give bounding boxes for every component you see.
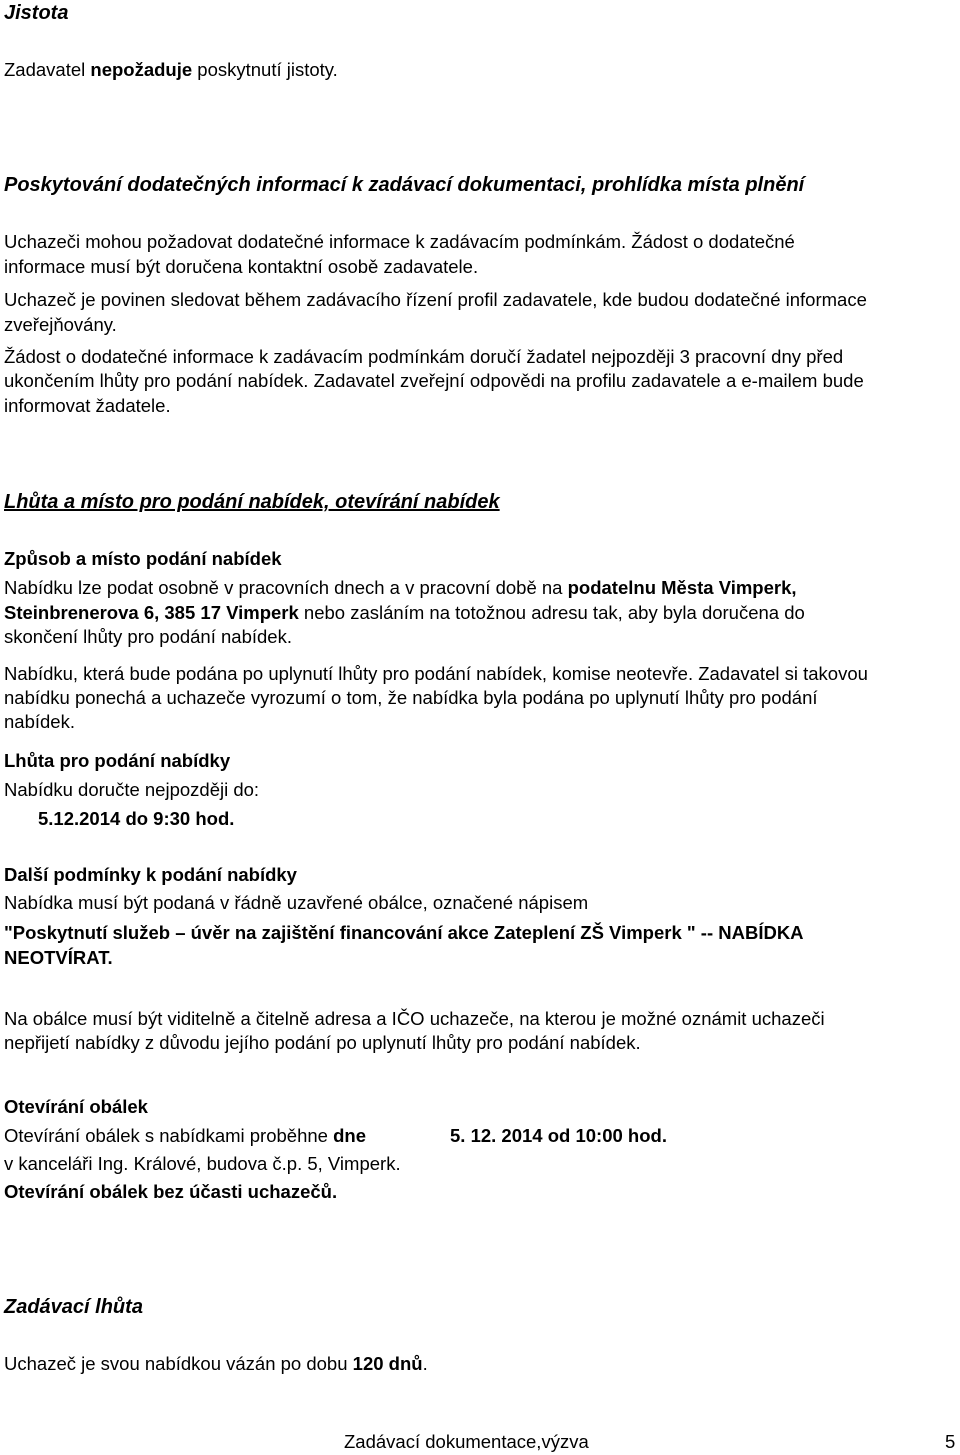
late-offer-line: nabídku ponechá a uchazeče vyrozumí o tom, že nabídka byla podána po uplynutí lhůty pro podání	[4, 687, 818, 708]
info-paragraph-line: Uchazeči mohou požadovat dodatečné informace k zadávacím podmínkám. Žádost o dodatečné	[4, 231, 795, 252]
footer-text: Zadávací dokumentace,výzva	[344, 1431, 589, 1452]
section-heading-lhuta-misto: Lhůta a místo pro podání nabídek, otevírání nabídek	[4, 491, 500, 513]
page-number: 5	[945, 1431, 956, 1452]
opening-line: v kanceláři Ing. Králové, budova č.p. 5, Vimperk.	[4, 1153, 401, 1174]
envelope-label-line: NEOTVÍRAT.	[4, 947, 113, 968]
opening-line: Otevírání obálek s nabídkami proběhne dne	[4, 1125, 366, 1146]
deadline-text: Nabídku doručte nejpozději do:	[4, 779, 260, 800]
envelope-address-line: nepřijetí nabídky z důvodu jejího podání po uplynutí lhůty pro podání nabídek.	[4, 1032, 641, 1053]
late-offer-line: nabídek.	[4, 711, 75, 732]
deadline-value: 5.12.2014 do 9:30 hod.	[38, 808, 235, 829]
late-offer-line: Nabídku, která bude podána po uplynutí lhůty pro podání nabídek, komise neotevře. Zadavatel si takovou	[4, 663, 868, 684]
envelope-label-line: "Poskytnutí služeb – úvěr na zajištění financování akce Zateplení ZŠ Vimperk " -- NABÍDKA	[4, 922, 804, 943]
info-paragraph-line: zveřejňovány.	[4, 314, 117, 335]
info-paragraph-line: informovat žadatele.	[4, 395, 171, 416]
subheading-deadline: Lhůta pro podání nabídky	[4, 750, 231, 771]
further-text: Nabídka musí být podaná v řádně uzavřené obálce, označené nápisem	[4, 892, 589, 913]
subheading-opening: Otevírání obálek	[4, 1096, 148, 1117]
info-paragraph-line: informace musí být doručena kontaktní osobě zadavatele.	[4, 256, 479, 277]
section-heading-jistota: Jistota	[4, 2, 69, 24]
jistota-text: Zadavatel nepožaduje poskytnutí jistoty.	[4, 59, 338, 80]
section-heading-info: Poskytování dodatečných informací k zadávací dokumentaci, prohlídka místa plnění	[4, 174, 805, 196]
zpusob-line: Steinbrenerova 6, 385 17 Vimperk nebo zasláním na totožnou adresu tak, aby byla doručena do	[4, 602, 805, 623]
zpusob-line: Nabídku lze podat osobně v pracovních dnech a v pracovní době na podatelnu Města Vimperk,	[4, 577, 797, 598]
info-paragraph-line: ukončením lhůty pro podání nabídek. Zadavatel zveřejní odpovědi na profilu zadavatele a e-mailem bude	[4, 370, 864, 391]
envelope-address-line: Na obálce musí být viditelně a čitelně adresa a IČO uchazeče, na kterou je možné oznámit uchazeči	[4, 1008, 825, 1029]
opening-date-value: 5. 12. 2014 od 10:00 hod.	[450, 1125, 667, 1146]
subheading-further-conditions: Další podmínky k podání nabídky	[4, 864, 297, 885]
opening-line: Otevírání obálek bez účasti uchazečů.	[4, 1181, 338, 1202]
section-heading-zadavaci-lhuta: Zadávací lhůta	[4, 1296, 143, 1318]
zadavaci-lhuta-text: Uchazeč je svou nabídkou vázán po dobu 120 dnů.	[4, 1353, 428, 1374]
subheading-zpusob: Způsob a místo podání nabídek	[4, 548, 282, 569]
info-paragraph-line: Žádost o dodatečné informace k zadávacím podmínkám doručí žadatel nejpozději 3 pracovní dny před	[4, 346, 844, 367]
info-paragraph-line: Uchazeč je povinen sledovat během zadávacího řízení profil zadavatele, kde budou dodatečné informace	[4, 289, 867, 310]
zpusob-line: skončení lhůty pro podání nabídek.	[4, 626, 292, 647]
